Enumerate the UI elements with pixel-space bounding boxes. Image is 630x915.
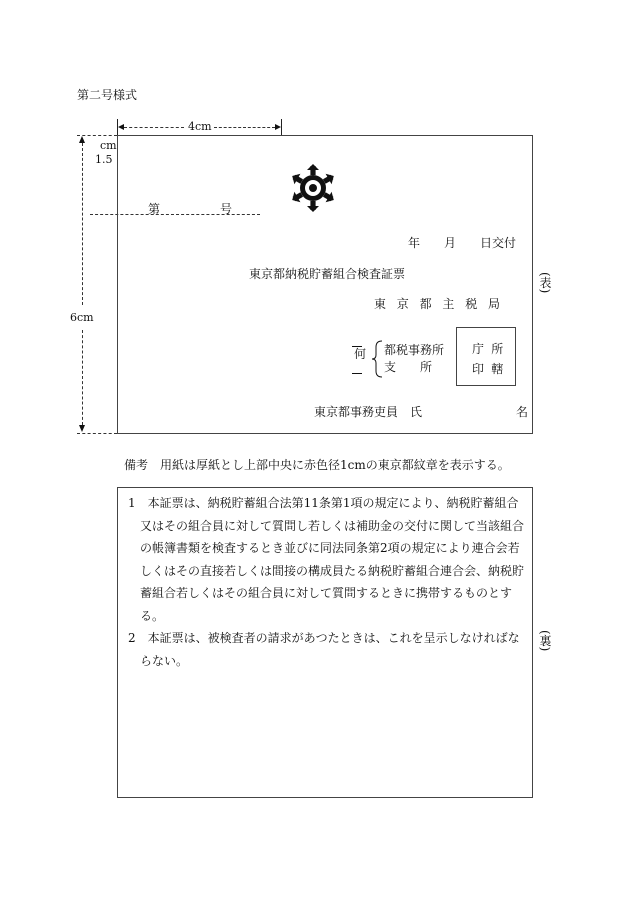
staff-label: 東京都事務吏員 氏 [314,405,423,419]
seal-line-1: 庁所 [472,342,511,356]
card-title: 東京都納税貯蓄組合検査証票 [249,267,406,281]
seal-box [456,327,516,386]
back-card [117,487,533,798]
bracket-label [354,348,366,360]
back-item-1: 1 本証票は、納税貯蓄組合法第11条第1項の規定により、納税貯蓄組合又はその組合員に対して質問し若しくは補助金の交付に関して当該組合の帳簿書類を検査するとき並びに同法同条第2項の規定により連合会若しくはその直接若しくは間接の構成員たる納税貯蓄組合連合会、納税貯蓄組合若しくはその組合員に対して質問するときに携帯するものとする。 [128,496,525,623]
office-line-2: 支 所 [384,360,433,374]
top-offset-label: 1.5 [95,153,113,166]
front-side-label: (表) [538,272,552,294]
back-item-2: 2 本証票は、被検査者の請求があつたときは、これを呈示しなければならない。 [128,631,520,668]
form-title: 第二号様式 [77,88,138,102]
back-side-label: (裏) [538,630,552,652]
number-suffix: 号 [220,202,233,216]
back-text-block [128,492,524,672]
seal-line-2: 印轄 [472,362,511,376]
bracket-text: 何 [354,347,367,361]
width-label: 4cm [188,120,212,133]
issue-date-line: 年 月 日交付 [408,236,517,250]
office-line-1: 都税事務所 [384,343,445,357]
curly-brace-icon [372,339,384,379]
remarks-note: 備考 用紙は厚紙とし上部中央に赤色径1cmの東京都紋章を表示する。 [124,458,510,472]
cm-label: cm [100,139,117,152]
height-label: 6cm [70,311,94,324]
name-suffix: 名 [516,405,529,419]
number-prefix: 第 [148,202,161,216]
tokyo-emblem-icon [291,164,335,212]
issuer-name: 東京都主税局 [374,297,511,311]
front-card [117,135,533,434]
